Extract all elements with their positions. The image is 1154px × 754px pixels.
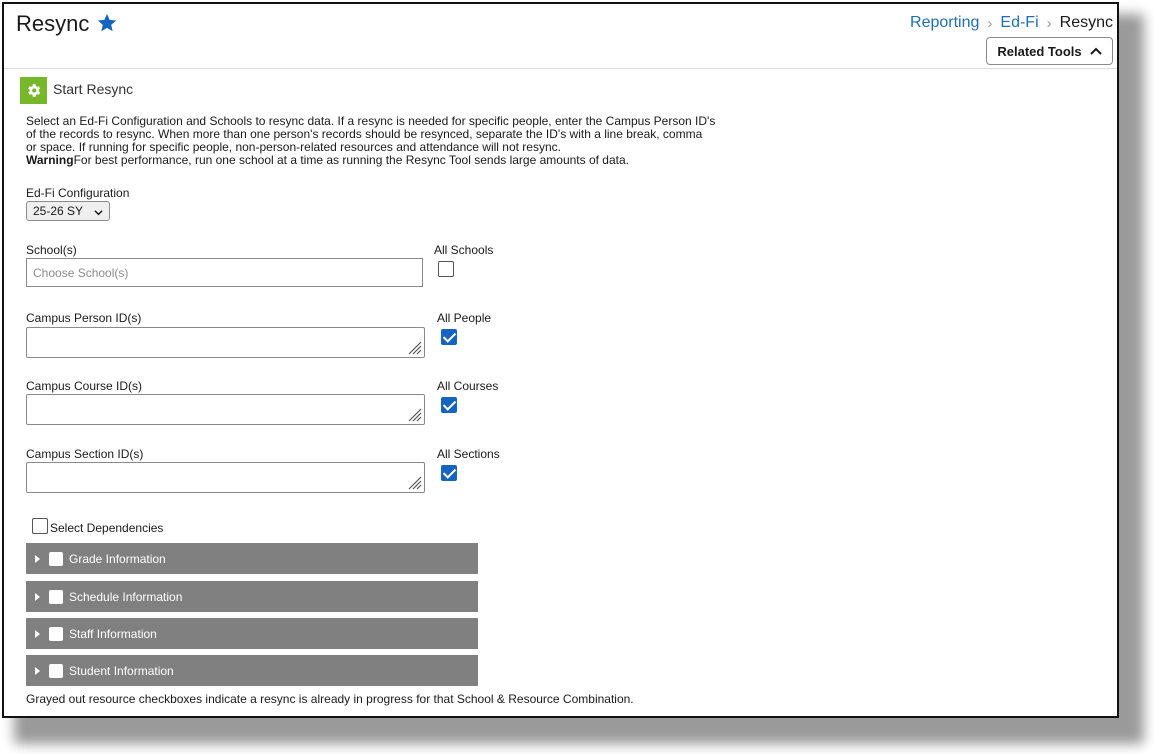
warning-text: For best performance, run one school at a time as running the Resync Tool sends large amounts of data. bbox=[73, 153, 629, 167]
expand-triangle-icon[interactable] bbox=[35, 630, 40, 638]
breadcrumb bbox=[910, 14, 1113, 32]
expand-triangle-icon[interactable] bbox=[35, 593, 40, 601]
resize-grip-icon[interactable] bbox=[406, 339, 422, 355]
footnote: Grayed out resource checkboxes indicate a resync is already in progress for that School & Resource Combination. bbox=[26, 692, 634, 706]
person-ids-textarea[interactable] bbox=[26, 327, 425, 358]
expand-triangle-icon[interactable] bbox=[35, 667, 40, 675]
chevron-right-icon: › bbox=[987, 14, 993, 32]
all-people-checkbox[interactable] bbox=[441, 329, 457, 345]
related-tools-label: Related Tools bbox=[997, 43, 1082, 59]
dependency-label: Schedule Information bbox=[69, 589, 183, 604]
section-ids-label: Campus Section ID(s) bbox=[26, 447, 144, 461]
section-ids-textarea[interactable] bbox=[26, 462, 425, 493]
all-sections-checkbox[interactable] bbox=[441, 465, 457, 481]
dependency-bar-grade[interactable] bbox=[26, 543, 478, 574]
schools-input[interactable]: Choose School(s) bbox=[26, 258, 423, 287]
all-sections-label: All Sections bbox=[437, 447, 500, 461]
select-dependencies-label: Select Dependencies bbox=[50, 521, 164, 535]
app-window bbox=[2, 2, 1119, 718]
chevron-down-icon bbox=[94, 208, 103, 217]
section-title: Start Resync bbox=[53, 81, 134, 97]
related-tools-button[interactable] bbox=[986, 37, 1113, 65]
header-divider bbox=[4, 68, 1117, 69]
grade-information-checkbox[interactable] bbox=[49, 552, 63, 566]
breadcrumb-edfi-link[interactable]: Ed-Fi bbox=[1000, 14, 1039, 31]
schools-label: School(s) bbox=[26, 243, 77, 257]
dependency-label: Student Information bbox=[69, 663, 174, 678]
staff-information-checkbox[interactable] bbox=[49, 627, 63, 641]
star-icon[interactable] bbox=[96, 12, 118, 34]
warning-label: Warning bbox=[26, 153, 74, 167]
config-value: 25-26 SY bbox=[33, 204, 84, 218]
schedule-information-checkbox[interactable] bbox=[49, 590, 63, 604]
course-ids-label: Campus Course ID(s) bbox=[26, 379, 143, 393]
dependency-label: Grade Information bbox=[69, 551, 166, 566]
all-people-label: All People bbox=[437, 311, 492, 325]
dependency-bar-staff[interactable] bbox=[26, 618, 478, 649]
dependency-bar-student[interactable] bbox=[26, 655, 478, 686]
breadcrumb-reporting-link[interactable]: Reporting bbox=[910, 14, 980, 31]
gear-icon bbox=[20, 77, 47, 104]
all-courses-label: All Courses bbox=[437, 379, 499, 393]
all-courses-checkbox[interactable] bbox=[441, 397, 457, 413]
person-ids-label: Campus Person ID(s) bbox=[26, 311, 142, 325]
page-title: Resync bbox=[16, 11, 90, 36]
instructions-text: Select an Ed-Fi Configuration and Schools to resync data. If a resync is needed for specific people, enter the Campus Person ID's of the records to resync. When more than one person's records should be resynced, separate the ID's with a line break, comma or space. If running for specific people, non-person-related resources and attendance will not resync. bbox=[26, 114, 716, 154]
breadcrumb-current: Resync bbox=[1059, 14, 1113, 31]
student-information-checkbox[interactable] bbox=[49, 664, 63, 678]
chevron-right-icon: › bbox=[1046, 14, 1052, 32]
dependency-label: Staff Information bbox=[69, 626, 157, 641]
config-label: Ed-Fi Configuration bbox=[26, 186, 130, 200]
chevron-up-icon bbox=[1090, 47, 1102, 55]
resize-grip-icon[interactable] bbox=[406, 406, 422, 422]
all-schools-label: All Schools bbox=[434, 243, 494, 257]
dependency-bar-schedule[interactable] bbox=[26, 581, 478, 612]
select-dependencies-checkbox[interactable] bbox=[32, 518, 48, 534]
all-schools-checkbox[interactable] bbox=[438, 261, 454, 277]
resize-grip-icon[interactable] bbox=[406, 474, 422, 490]
expand-triangle-icon[interactable] bbox=[35, 555, 40, 563]
config-select[interactable] bbox=[26, 201, 110, 221]
course-ids-textarea[interactable] bbox=[26, 394, 425, 425]
instructions bbox=[26, 115, 716, 167]
